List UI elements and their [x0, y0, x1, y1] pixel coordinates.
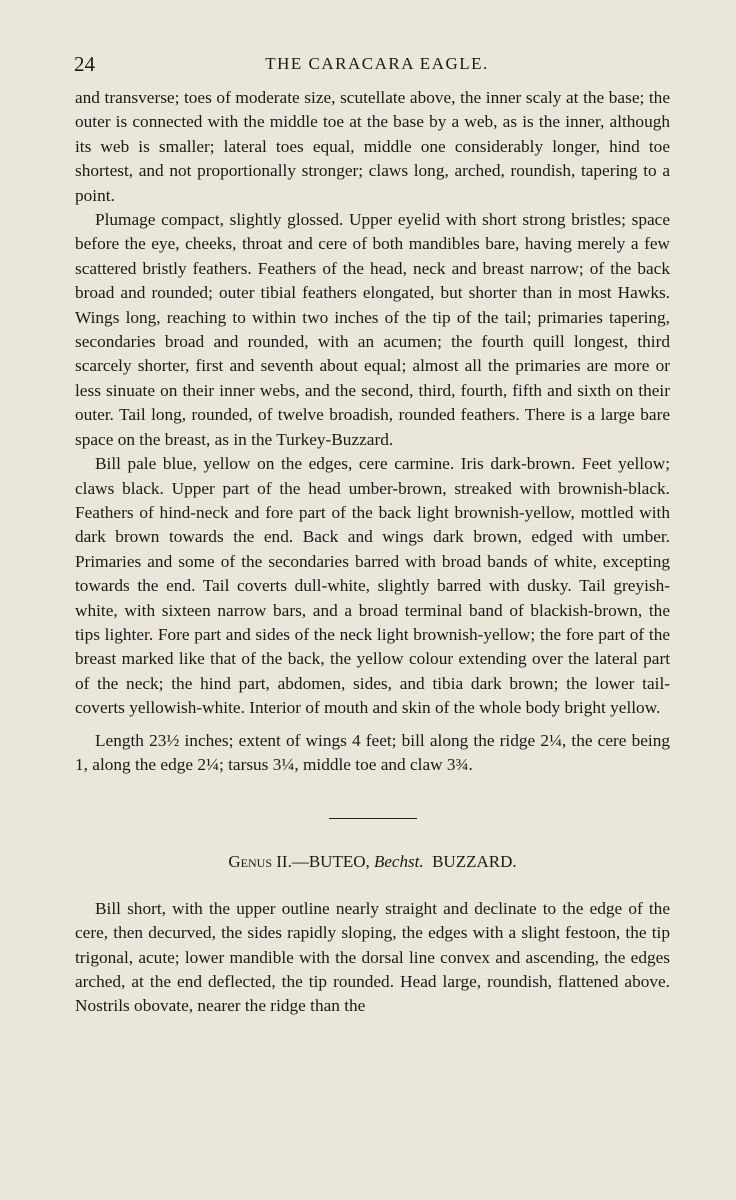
running-title: THE CARACARA EAGLE. [265, 54, 489, 73]
section-divider [329, 818, 417, 819]
genus-label: Genus [228, 852, 273, 872]
genus-common-name: BUZZARD. [423, 852, 517, 872]
paragraph-bill: Bill short, with the upper outline nearly straight and declinate to the edge of the cere, then decurved, the sides rapidly sloping, the edges with a slight festoon, the tip trigonal, acute; lower mandible with the dorsal line convex and ascending, the edges arched, at the end deflected, the tip rounded. Head large, roundish, flattened above. Nostrils obovate, nearer the ridge than the [75, 898, 670, 1016]
paragraph-toes: and transverse; toes of moderate size, scutellate above, the inner scaly at the base; the outer is connected with the middle toe at the base by a web, as is the inner, although its web is smaller; lateral toes equal, middle one considerably longer, hind toe shortest, and not proportionally stronger; claws long, arched, roundish, tapering to a point. [75, 88, 670, 205]
paragraph-colouring: Bill pale blue, yellow on the edges, cere carmine. Iris dark-brown. Feet yellow; claws black. Upper part of the head umber-brown, streaked with brownish-black. Feathers of hind-neck and fore part of the back light brownish-yellow, mottled with dark brown towards the end. Back and wings dark brown, edged with umber. Primaries and some of the secondaries barred with broad bands of white, excepting towards the end. Tail coverts dull-white, slightly barred with dusky. Tail greyish-white, with sixteen narrow bars, and a broad terminal band of blackish-brown, the tips lighter. Fore part and sides of the neck light brownish-yellow; the fore part of the breast marked like that of the back, the yellow colour extending over the lateral part of the neck; the hind part, abdomen, sides, and tibia dark brown; the lower tail-coverts yellowish-white. Interior of mouth and skin of the whole body bright yellow. [75, 454, 670, 718]
running-header [74, 52, 660, 82]
page-number: 24 [74, 52, 95, 76]
genus-heading [75, 850, 670, 874]
genus-authority: Bechst. [374, 852, 424, 872]
paragraph-plumage: Plumage compact, slightly glossed. Upper eyelid with short strong bristles; space before the eye, cheeks, throat and cere of both mandibles bare, having merely a few scattered bristly feathers. Feathers of the head, neck and breast narrow; of the back broad and rounded; outer tibial feathers elongated, but shorter than in most Hawks. Wings long, reaching to within two inches of the tip of the tail; primaries tapering, secondaries broad and rounded, with an acumen; the fourth quill longest, third scarcely shorter, first and seventh about equal; almost all the primaries are more or less sinuate on their inner webs, and the second, third, fourth, fifth and sixth on their outer. Tail long, rounded, of twelve broadish, rounded feathers. There is a large bare space on the breast, as in the Turkey-Buzzard. [75, 210, 670, 449]
paragraph-measurements: Length 23½ inches; extent of wings 4 feet; bill along the ridge 2¼, the cere being 1, along the edge 2¼; tarsus 3¼, middle toe and claw 3¾. [75, 730, 670, 774]
page-body [75, 86, 670, 1019]
genus-title: II.—BUTEO, [272, 852, 374, 872]
